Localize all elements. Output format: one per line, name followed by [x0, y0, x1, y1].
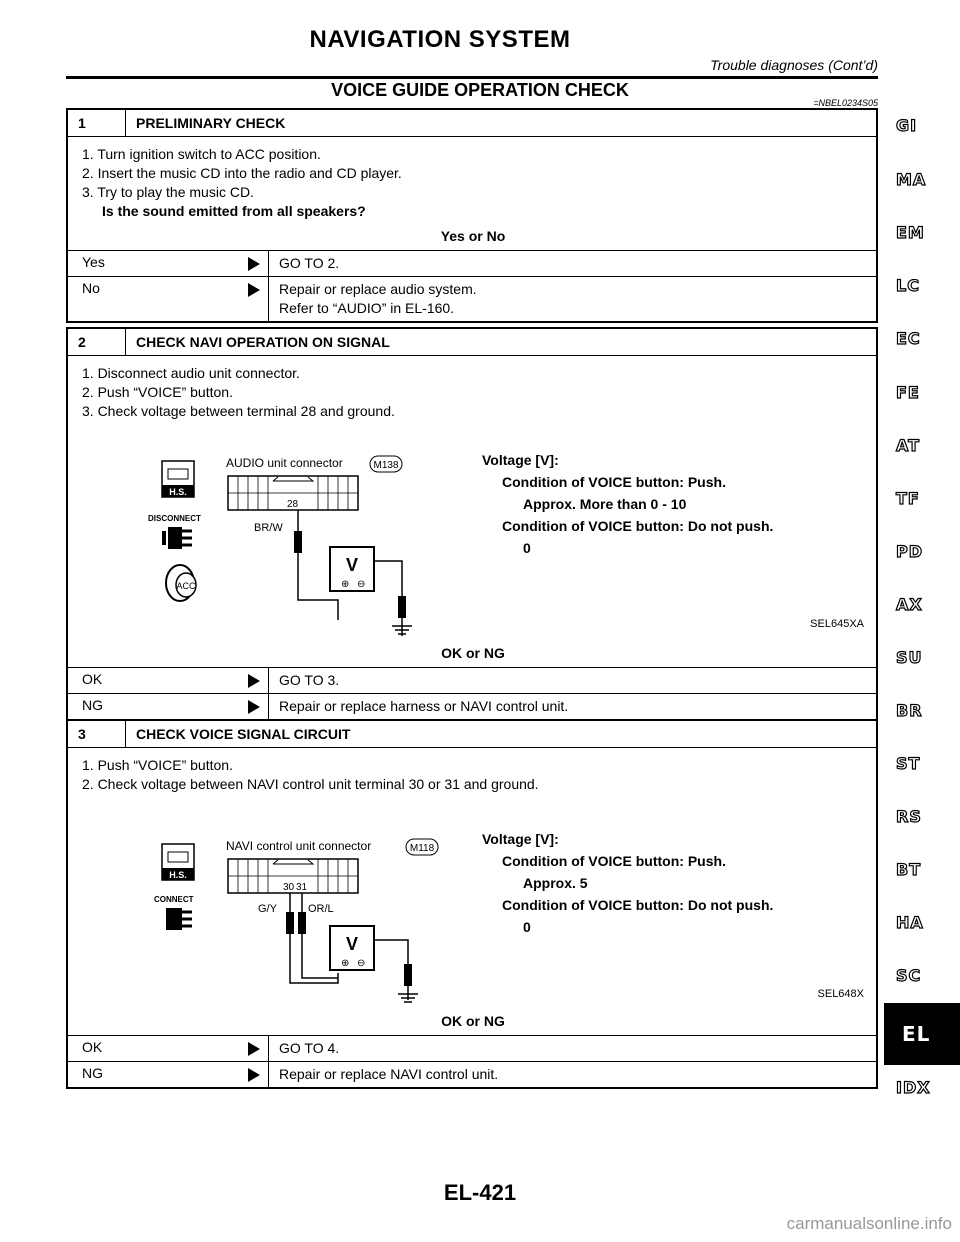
connector-id: M138	[373, 460, 399, 471]
acc-label: ACC	[176, 581, 196, 591]
result-key: NG	[82, 1065, 103, 1081]
instruction-line: 1. Push “VOICE” button.	[82, 757, 233, 773]
arrow-right-icon	[248, 674, 260, 688]
result-value: Repair or replace harness or NAVI control unit.	[268, 694, 876, 719]
terminal-number: 31	[296, 882, 308, 893]
result-row	[68, 250, 876, 276]
figure-code: SEL645XA	[810, 618, 864, 630]
tab-br[interactable]: BR	[896, 701, 923, 720]
wire-color: G/Y	[258, 903, 277, 915]
tab-bt[interactable]: BT	[896, 860, 922, 879]
tab-pd[interactable]: PD	[896, 542, 924, 561]
wiring-diagram	[82, 794, 864, 1006]
harness-side-icon	[162, 461, 194, 497]
hs-label: H.S.	[169, 870, 187, 880]
connector-label: AUDIO unit connector	[226, 456, 343, 470]
result-value: GO TO 4.	[268, 1036, 876, 1061]
result-key: NG	[82, 697, 103, 713]
arrow-right-icon	[248, 1042, 260, 1056]
wire-color: OR/L	[308, 903, 334, 915]
result-value: GO TO 3.	[268, 668, 876, 693]
tab-idx[interactable]: IDX	[896, 1078, 931, 1097]
terminal-number: 28	[287, 499, 299, 510]
voltage-title: Voltage [V]:	[482, 452, 559, 468]
harness-side-icon	[162, 844, 194, 880]
tab-ax[interactable]: AX	[896, 595, 923, 614]
condition-push: Condition of VOICE button: Push.	[502, 853, 726, 869]
voltage-title: Voltage [V]:	[482, 831, 559, 847]
wire-color: BR/W	[254, 522, 283, 534]
tab-gi[interactable]: GI	[896, 116, 918, 135]
instruction-line: 3. Try to play the music CD.	[82, 184, 254, 200]
result-key: No	[82, 280, 100, 296]
condition-push: Condition of VOICE button: Push.	[502, 474, 726, 490]
connect-icon	[154, 895, 194, 930]
result-value: Repair or replace NAVI control unit.	[268, 1062, 876, 1087]
tab-rs[interactable]: RS	[896, 807, 922, 826]
tab-su[interactable]: SU	[896, 648, 923, 667]
disconnect-label: DISCONNECT	[148, 514, 201, 523]
result-key: OK	[82, 671, 103, 687]
result-key: Yes	[82, 254, 105, 270]
voltage-spec	[482, 828, 773, 938]
instruction-line: 2. Check voltage between NAVI control unit terminal 30 or 31 and ground.	[82, 776, 539, 792]
step-title: CHECK VOICE SIGNAL CIRCUIT	[136, 726, 351, 742]
page-header-title: NAVIGATION SYSTEM	[309, 26, 571, 53]
value-push: Approx. More than 0 - 10	[523, 496, 687, 512]
decision-question: OK or NG	[441, 645, 505, 661]
step-3-box	[66, 719, 878, 1089]
result-value: Repair or replace audio system.	[279, 281, 477, 297]
section-reference: =NBEL0234S05	[813, 98, 878, 108]
step-title: CHECK NAVI OPERATION ON SIGNAL	[136, 334, 390, 350]
instruction-line: 1. Disconnect audio unit connector.	[82, 365, 300, 381]
result-key: OK	[82, 1039, 103, 1055]
condition-no-push: Condition of VOICE button: Do not push.	[502, 518, 774, 534]
connector-label: NAVI control unit connector	[226, 839, 372, 853]
connector-id: M118	[409, 843, 435, 854]
ignition-key-icon	[166, 565, 196, 601]
arrow-right-icon	[248, 257, 260, 271]
tab-st[interactable]: ST	[896, 754, 921, 773]
tab-ma[interactable]: MA	[896, 170, 927, 189]
hs-label: H.S.	[169, 487, 187, 497]
watermark: carmanualsonline.info	[786, 1214, 952, 1233]
value-no-push: 0	[523, 540, 531, 556]
svg-text:⊖: ⊖	[357, 579, 366, 590]
decision-question: OK or NG	[441, 1013, 505, 1029]
value-no-push: 0	[523, 919, 531, 935]
step-number: 1	[68, 110, 126, 136]
tab-el-active[interactable]: EL	[884, 1003, 960, 1065]
voltmeter-label: V	[345, 934, 359, 954]
svg-text:⊖: ⊖	[357, 958, 366, 969]
tab-sc[interactable]: SC	[896, 966, 922, 985]
disconnect-icon	[148, 514, 201, 549]
page-header-subtitle: Trouble diagnoses (Cont’d)	[710, 57, 878, 73]
tab-at[interactable]: AT	[896, 436, 921, 455]
voltage-spec	[482, 449, 773, 559]
section-title: VOICE GUIDE OPERATION CHECK	[331, 80, 629, 100]
instruction-line: 2. Push “VOICE” button.	[82, 384, 233, 400]
result-value: GO TO 2.	[268, 251, 876, 276]
step-number: 2	[68, 329, 126, 355]
result-row	[68, 693, 876, 719]
result-value: Refer to “AUDIO” in EL-160.	[279, 300, 455, 316]
step-2-box	[66, 327, 878, 721]
result-row	[68, 667, 876, 693]
tab-lc[interactable]: LC	[896, 276, 920, 295]
instruction-line: 1. Turn ignition switch to ACC position.	[82, 146, 321, 162]
tab-em[interactable]: EM	[896, 223, 925, 242]
step-1-box	[66, 108, 878, 323]
figure-code: SEL648X	[817, 988, 864, 1000]
svg-text:⊕: ⊕	[341, 958, 350, 969]
header-divider	[66, 76, 878, 79]
value-push: Approx. 5	[523, 875, 588, 891]
tab-tf[interactable]: TF	[896, 489, 920, 508]
tab-ha[interactable]: HA	[896, 913, 924, 932]
instruction-question: Is the sound emitted from all speakers?	[102, 203, 366, 219]
arrow-right-icon	[248, 1068, 260, 1082]
condition-no-push: Condition of VOICE button: Do not push.	[502, 897, 774, 913]
terminal-number: 30	[283, 882, 295, 893]
arrow-right-icon	[248, 283, 260, 297]
tab-ec[interactable]: EC	[896, 329, 921, 348]
decision-question: Yes or No	[440, 228, 506, 244]
step-title: PRELIMINARY CHECK	[136, 115, 286, 131]
instruction-line: 3. Check voltage between terminal 28 and ground.	[82, 403, 395, 419]
arrow-right-icon	[248, 700, 260, 714]
result-row	[68, 1061, 876, 1087]
step-number: 3	[68, 721, 126, 747]
voltmeter-label: V	[345, 555, 359, 575]
connect-label: CONNECT	[154, 895, 194, 904]
wiring-diagram	[82, 421, 864, 636]
tab-fe[interactable]: FE	[896, 383, 920, 402]
svg-text:⊕: ⊕	[341, 579, 350, 590]
result-row	[68, 276, 876, 321]
result-row	[68, 1035, 876, 1061]
page-number: EL-421	[443, 1180, 517, 1205]
instruction-line: 2. Insert the music CD into the radio and CD player.	[82, 165, 402, 181]
